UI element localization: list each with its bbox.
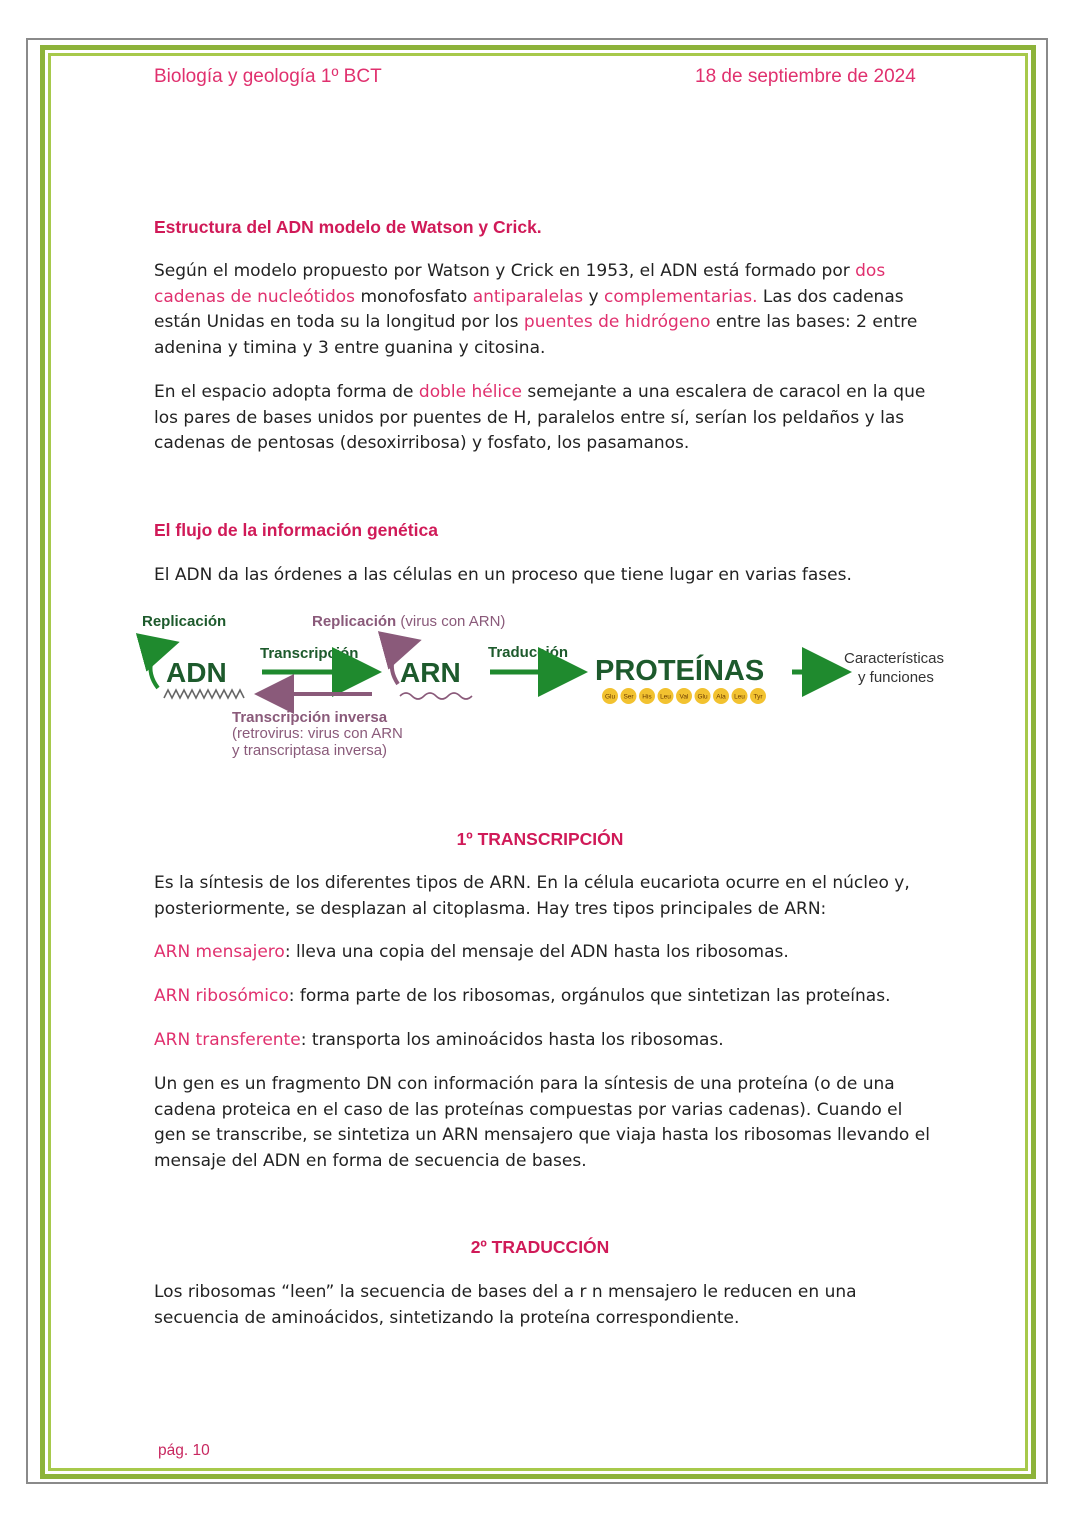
amino-acid-label: Val — [679, 693, 689, 701]
text: entre las bases: 2 entre adenina y timina y 3 entre guanina y citosina. — [154, 312, 918, 358]
highlight-term: dos cadenas de nucleótidos — [154, 261, 886, 307]
paragraph-arn-mensajero — [154, 940, 934, 966]
label-replicacion-arn — [312, 613, 505, 630]
rna-strand-icon — [400, 693, 472, 699]
paragraph-traduccion: Los ribosomas “leen” la secuencia de bases del a r n mensajero le reducen en una secuencia de aminoácidos, sintetizando la proteína correspondiente. — [154, 1282, 857, 1328]
amino-acid-label: Leu — [660, 693, 671, 701]
term-arn-ribosomico: ARN ribosómico — [154, 986, 289, 1006]
section-title-traduccion: 2º TRADUCCIÓN — [470, 1237, 610, 1257]
label-traduccion: Traducción — [488, 644, 569, 661]
header-date: 18 de septiembre de 2024 — [695, 66, 916, 87]
term-arn-transferente: ARN transferente — [154, 1030, 301, 1050]
def-arn-transferente: : transporta los aminoácidos hasta los ribosomas. — [300, 1030, 724, 1050]
header-subject: Biología y geología 1º BCT — [154, 66, 382, 87]
amino-acid-label: Ala — [716, 693, 726, 701]
text: Según el modelo propuesto por Watson y Crick en 1953, el ADN está formado por — [154, 261, 856, 281]
page-number: pág. 10 — [158, 1442, 210, 1459]
text: En el espacio adopta forma de — [154, 382, 419, 402]
amino-acid-label: Glu — [697, 693, 708, 701]
amino-acid-label: Glu — [604, 693, 616, 701]
text: y — [583, 286, 604, 307]
def-arn-mensajero: : lleva una copia del mensaje del ADN hasta los ribosomas. — [284, 942, 789, 962]
label-adn: ADN — [166, 657, 227, 688]
amino-acid-label: Leu — [734, 693, 745, 701]
dna-strand-icon — [164, 690, 244, 698]
highlight-term: puentes de hidrógeno — [523, 312, 711, 332]
label-transcripcion: Transcripción — [260, 645, 359, 662]
paragraph-arn-transferente — [154, 1028, 934, 1054]
label-replicacion: Replicación — [142, 613, 227, 630]
paragraph-double-helix — [154, 380, 934, 457]
genetic-flow-diagram — [110, 600, 970, 770]
term-arn-mensajero: ARN mensajero — [154, 942, 285, 962]
amino-acid-label: Ser — [623, 693, 634, 701]
label-caracteristicas: Características — [844, 650, 945, 667]
genetic-flow-svg — [110, 600, 970, 770]
label-funciones: y funciones — [858, 669, 934, 686]
def-arn-ribosomico: : forma parte de los ribosomas, orgánulos que sintetizan las proteínas. — [288, 986, 891, 1006]
label-retrovirus-2: y transcriptasa inversa) — [232, 742, 388, 759]
text: Las dos cadenas están Unidas en toda su la longitud por los — [154, 286, 904, 332]
paragraph-transcripcion-intro: Es la síntesis de los diferentes tipos de ARN. En la célula eucariota ocurre en el núcleo y, posteriormente, se desplazan al citoplasma. Hay tres tipos principales de ARN: — [154, 873, 910, 919]
paragraph-watson-crick — [154, 259, 934, 361]
label-retrovirus-1: (retrovirus: virus con ARN — [232, 725, 403, 742]
label-replicacion-arn-note: (virus con ARN) — [396, 613, 506, 630]
amino-acid-label: Tyr — [753, 693, 763, 701]
label-transcripcion-inversa: Transcripción inversa — [232, 709, 388, 726]
amino-acid-chain — [602, 688, 766, 704]
label-arn: ARN — [400, 657, 461, 688]
amino-acid-label: His — [642, 693, 652, 701]
text: semejante a una escalera de caracol en la que los pares de bases unidos por puentes de H, paralelos entre sí, serían los peldaños y las cadenas de pentosas (desoxirribosa) y fosfato, los pasamanos. — [154, 382, 926, 453]
section-title-transcripcion: 1º TRANSCRIPCIÓN — [456, 829, 624, 849]
section-title-genetic-flow: El flujo de la información genética — [154, 520, 438, 540]
paragraph-arn-ribosomico — [154, 984, 934, 1010]
highlight-term: complementarias. — [603, 286, 758, 307]
text: monofosfato — [355, 286, 473, 307]
paragraph-gen: Un gen es un fragmento DN con información para la síntesis de una proteína (o de una cadena proteica en el caso de las proteínas compuestas por varias cadenas). Cuando el gen se transcribe, se sintetiza un ARN mensajero que viaja hasta los ribosomas llevando el mensaje del ADN en forma de secuencia de bases. — [154, 1074, 930, 1171]
label-replicacion-arn-bold: Replicación — [312, 613, 397, 630]
highlight-term: doble hélice — [418, 382, 522, 402]
highlight-term: antiparalelas — [472, 286, 584, 307]
paragraph-genetic-flow-intro: El ADN da las órdenes a las células en un proceso que tiene lugar en varias fases. — [154, 565, 852, 585]
section-title-adn-structure: Estructura del ADN modelo de Watson y Crick. — [154, 217, 542, 237]
label-proteinas: PROTEÍNAS — [595, 655, 765, 687]
